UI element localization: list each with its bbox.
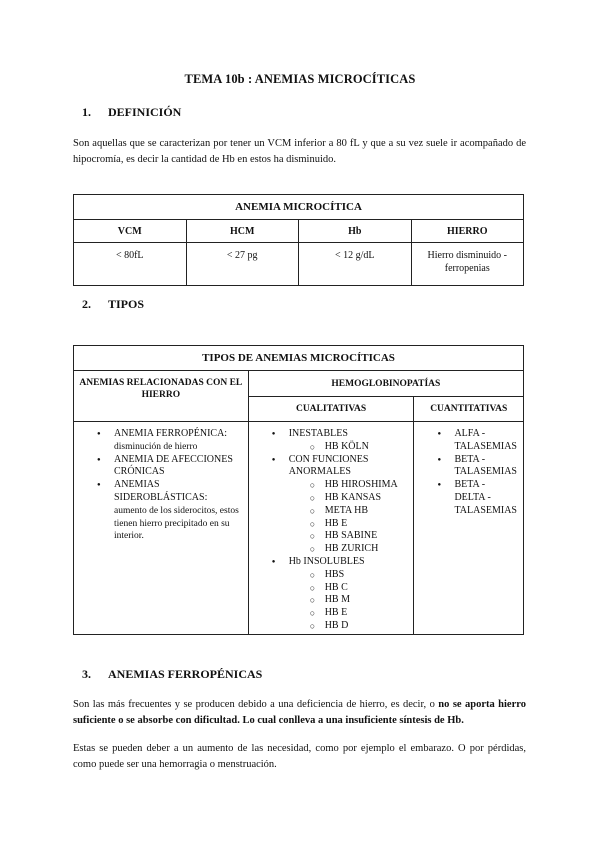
list-item: ● BETA - TALASEMIAS xyxy=(414,454,517,480)
list-item: ● ALFA - TALASEMIAS xyxy=(414,428,517,454)
list-item: ○ HB KANSAS xyxy=(289,492,414,505)
list-item xyxy=(74,479,242,543)
list-item: ○ HB KÖLN xyxy=(289,441,414,454)
section-title: ANEMIAS FERROPÉNICAS xyxy=(108,667,263,681)
list-item: ○ HB E xyxy=(289,518,414,531)
table-header-hemoglobinopatias: HEMOGLOBINOPATÍAS xyxy=(248,371,523,397)
list-item: ○ HB ZURICH xyxy=(289,543,414,556)
table-cell-hierro: Hierro disminuido - ferropenias xyxy=(411,243,524,286)
text-normal: Son las más frecuentes y se producen debido a una deficiencia de hierro, es decir, o xyxy=(73,699,439,710)
section-number: 1. xyxy=(82,105,91,119)
sublist xyxy=(289,569,414,633)
list-item: ○ HB E xyxy=(289,607,414,620)
list-item-title: ANEMIA DE AFECCIONES CRÓNICAS xyxy=(114,453,233,478)
list-item: ○ HB M xyxy=(289,594,414,607)
list-item xyxy=(249,556,414,633)
document-title: TEMA 10b : ANEMIAS MICROCÍTICAS xyxy=(184,72,416,86)
section-heading-tipos xyxy=(82,297,144,312)
table-header-hcm: HCM xyxy=(186,220,299,243)
ferropenicas-paragraph-2: Estas se pueden deber a un aumento de las necesidad, como por ejemplo el embarazo. O por pérdidas, como puede ser una hemorragia o menstruación. xyxy=(73,743,526,770)
group-title: CON FUNCIONES ANORMALES xyxy=(288,453,369,478)
section-number: 3. xyxy=(82,667,91,681)
list-item: ○ META HB xyxy=(289,505,414,518)
section-heading-ferropenicas xyxy=(82,667,262,682)
sublist xyxy=(289,479,414,556)
list-item-desc: aumento de los siderocitos, estos tienen hierro precipitado en su interior. xyxy=(114,505,239,542)
list-item: ○ HB D xyxy=(289,620,414,633)
section-heading-definicion xyxy=(82,105,181,120)
quantitative-list xyxy=(414,428,523,518)
table-tipos-anemias xyxy=(73,345,524,635)
text-bold: no se aporta hierro suficiente o se absorbe con dificultad. Lo cual conlleva a una insuficiente síntesis de Hb. xyxy=(73,699,526,726)
list-item-title: ANEMIAS SIDEROBLÁSTICAS: xyxy=(114,479,208,503)
iron-anemias-cell xyxy=(74,422,249,635)
table-cell-vcm: < 80fL xyxy=(74,243,187,286)
section-title: DEFINICIÓN xyxy=(108,105,182,119)
table-header-hb: Hb xyxy=(299,220,412,243)
list-item xyxy=(74,454,242,480)
ferropenicas-paragraph-1 xyxy=(73,697,526,728)
definition-paragraph: Son aquellas que se caracterizan por tener un VCM inferior a 80 fL y que a su vez suele ir acompañado de hipocromía, es decir la cantidad de Hb en estos ha disminuido. xyxy=(73,138,526,165)
group-title: INESTABLES xyxy=(288,428,348,439)
list-item xyxy=(249,428,414,454)
list-item xyxy=(249,454,414,556)
table-header-hierro: HIERRO xyxy=(411,220,524,243)
list-item-desc: disminución de hierro xyxy=(114,441,198,452)
group-title: Hb INSOLUBLES xyxy=(288,555,365,567)
table-subheader-cuantitativas: CUANTITATIVAS xyxy=(414,397,524,422)
list-item: ○ HBS xyxy=(289,569,414,582)
list-item xyxy=(74,428,242,454)
list-item: ○ HB C xyxy=(289,582,414,595)
list-item-title: ANEMIA FERROPÉNICA: xyxy=(114,428,228,439)
qualitative-cell xyxy=(248,422,414,635)
quantitative-cell xyxy=(414,422,524,635)
list-item: ○ HB SABINE xyxy=(289,530,414,543)
table-cell-hb: < 12 g/dL xyxy=(299,243,412,286)
section-number: 2. xyxy=(82,297,91,311)
section-title: TIPOS xyxy=(108,297,145,311)
table-caption: ANEMIA MICROCÍTICA xyxy=(74,195,524,220)
list-item: ● BETA - DELTA - TALASEMIAS xyxy=(414,479,517,517)
table-cell-hcm: < 27 pg xyxy=(186,243,299,286)
sublist xyxy=(289,441,414,454)
table-header-iron: ANEMIAS RELACIONADAS CON EL HIERRO xyxy=(74,371,249,422)
table-anemia-microcitica xyxy=(73,194,524,286)
table-subheader-cualitativas: CUALITATIVAS xyxy=(248,397,414,422)
list-item: ○ HB HIROSHIMA xyxy=(289,479,414,492)
table-caption: TIPOS DE ANEMIAS MICROCÍTICAS xyxy=(74,346,524,371)
table-header-vcm: VCM xyxy=(74,220,187,243)
